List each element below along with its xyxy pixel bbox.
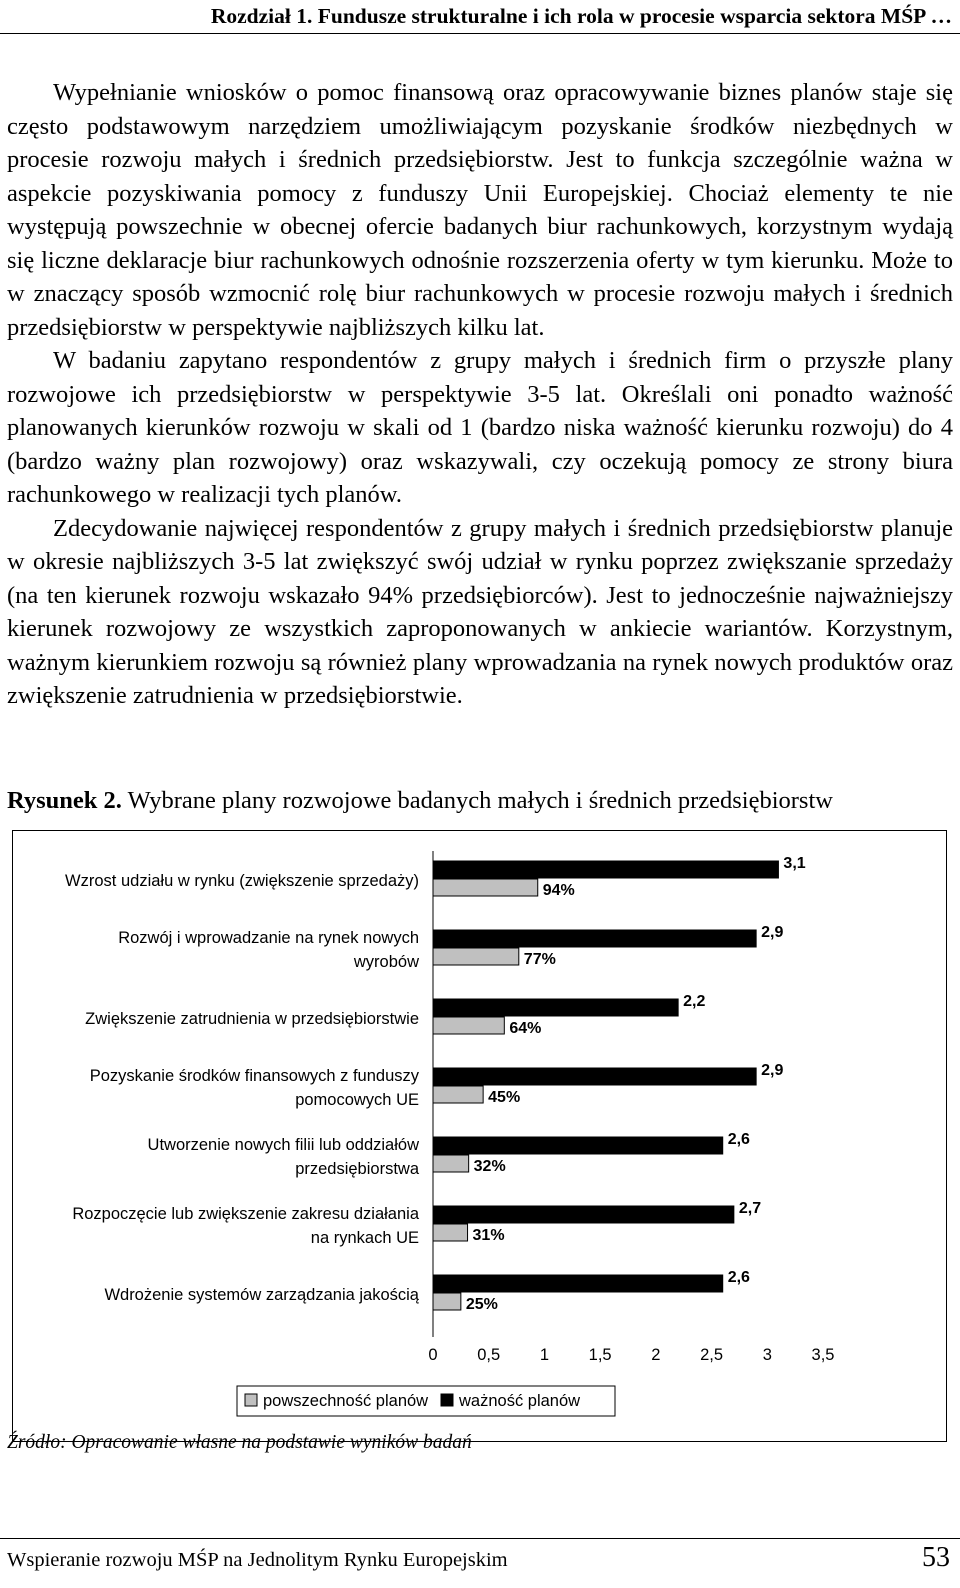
legend-label: powszechność planów	[263, 1392, 429, 1410]
popularity-value-label: 31%	[472, 1227, 505, 1244]
category-label: Wzrost udziału w rynku (zwiększenie sprzedaży)	[65, 872, 419, 890]
bar-popularity	[433, 1155, 469, 1172]
category-label: wyrobów	[353, 953, 419, 971]
bar-importance	[433, 999, 678, 1016]
importance-value-label: 2,2	[683, 993, 706, 1010]
x-tick-label: 0	[428, 1346, 438, 1364]
bar-popularity	[433, 1293, 461, 1310]
importance-value-label: 3,1	[783, 855, 806, 872]
legend-swatch	[245, 1394, 257, 1406]
importance-value-label: 2,9	[761, 924, 784, 941]
chart-frame	[12, 830, 947, 1442]
category-label: Pozyskanie środków finansowych z funduszy	[89, 1067, 419, 1085]
x-tick-label: 2,5	[700, 1346, 724, 1364]
bar-popularity	[433, 1224, 468, 1241]
importance-value-label: 2,9	[761, 1062, 784, 1079]
importance-value-label: 2,6	[727, 1131, 750, 1148]
bar-importance	[433, 861, 778, 878]
popularity-value-label: 77%	[523, 951, 556, 968]
x-tick-label: 1,5	[588, 1346, 612, 1364]
x-tick-label: 1	[539, 1346, 550, 1364]
bar-importance	[433, 1137, 723, 1154]
figure-label: Rysunek 2.	[7, 787, 122, 814]
importance-value-label: 2,6	[727, 1269, 750, 1286]
popularity-value-label: 45%	[488, 1089, 521, 1106]
category-label: na rynkach UE	[310, 1229, 419, 1247]
popularity-value-label: 25%	[465, 1296, 498, 1313]
category-label: Rozpoczęcie lub zwiększenie zakresu działania	[72, 1205, 419, 1223]
bar-importance	[433, 1206, 734, 1223]
legend-label: ważność planów	[459, 1392, 581, 1410]
figure-title: Wybrane plany rozwojowe badanych małych i średnich przedsiębiorstw	[127, 787, 833, 814]
bar-popularity	[433, 1017, 504, 1034]
category-label: Rozwój i wprowadzanie na rynek nowych	[118, 929, 419, 947]
importance-value-label: 2,7	[738, 1200, 762, 1217]
bar-popularity	[433, 948, 519, 965]
popularity-value-label: 64%	[509, 1020, 542, 1037]
legend	[237, 1386, 615, 1416]
category-label: przedsiębiorstwa	[295, 1160, 419, 1178]
category-label: Wdrożenie systemów zarządzania jakością	[104, 1286, 419, 1304]
footer-divider	[0, 1538, 960, 1539]
figure-caption	[7, 787, 833, 815]
popularity-value-label: 32%	[473, 1158, 506, 1175]
chapter-title: Rozdział 1. Fundusze strukturalne i ich rola w procesie wsparcia sektora MŚP …	[210, 4, 952, 28]
category-label: Zwiększenie zatrudnienia w przedsiębiorstwie	[85, 1010, 419, 1028]
popularity-value-label: 94%	[542, 882, 575, 899]
x-tick-label: 3,5	[811, 1346, 835, 1364]
page-number: 53	[922, 1542, 950, 1573]
x-tick-label: 0,5	[477, 1346, 501, 1364]
bar-importance	[433, 1068, 756, 1085]
figure-source: Źródło: Opracowanie własne na podstawie wyników badań	[7, 1432, 472, 1453]
category-labels	[65, 872, 420, 1304]
bar-popularity	[433, 1086, 483, 1103]
category-label: pomocowych UE	[295, 1091, 419, 1109]
paragraph-2: W badaniu zapytano respondentów z grupy małych i średnich firm o przyszłe plany rozwojowe ich przedsiębiorstw w perspektywie 3-5 lat. Określali oni ponadto ważność planowanych kierunków rozwoju w skali od 1 (bardzo niska ważność kierunku rozwoju) do 4 (bardzo ważny plan rozwojowy) oraz wskazywali, czy oczekują pomocy ze strony biura rachunkowego w realizacji tych planów.	[7, 347, 953, 508]
bar-importance	[433, 930, 756, 947]
paragraph-3: Zdecydowanie najwięcej respondentów z grupy małych i średnich przedsiębiorstw planuje w okresie najbliższych 3-5 lat zwiększyć swój udział w rynku poprzez zwiększanie sprzedaży (na ten kierunek rozwoju wskazało 94% przedsiębiorców). Jest to jednocześnie najważniejszy kierunek rozwojowy ze wszystkich zaproponowanych w ankiecie wariantów. Korzystnym, ważnym kierunkiem rozwoju są również plany wprowadzania na rynek nowych produktów oraz zwiększenie zatrudnienia w przedsiębiorstwie.	[7, 514, 953, 709]
bar-popularity	[433, 879, 538, 896]
body-text	[7, 76, 953, 713]
page-header	[0, 0, 960, 34]
category-label: Utworzenie nowych filii lub oddziałów	[147, 1136, 419, 1154]
legend-swatch	[441, 1394, 453, 1406]
x-tick-label: 3	[762, 1346, 772, 1364]
x-tick-label: 2	[651, 1346, 661, 1364]
paragraph-1: Wypełnianie wniosków o pomoc finansową oraz opracowywanie biznes planów staje się często podstawowym narzędziem umożliwiającym pozyskanie środków niezbędnych w procesie rozwoju małych i średnich przedsiębiorstw. Jest to funkcja szczególnie ważna w aspekcie pozyskiwania pomocy z funduszy Unii Europejskiej. Chociaż elementy te nie występują powszechnie w obecnej ofercie badanych biur rachunkowych, korzystnym wydają się liczne deklaracje biur rachunkowych odnośnie rozszerzenia oferty w tym kierunku. Może to w znaczący sposób wzmocnić rolę biur rachunkowych w procesie rozwoju małych i średnich przedsiębiorstw w perspektywie najbliższych kilku lat.	[7, 79, 953, 341]
bar-chart	[13, 831, 945, 1440]
footer-title: Wspieranie rozwoju MŚP na Jednolitym Rynku Europejskim	[7, 1549, 508, 1571]
bar-importance	[433, 1275, 723, 1292]
